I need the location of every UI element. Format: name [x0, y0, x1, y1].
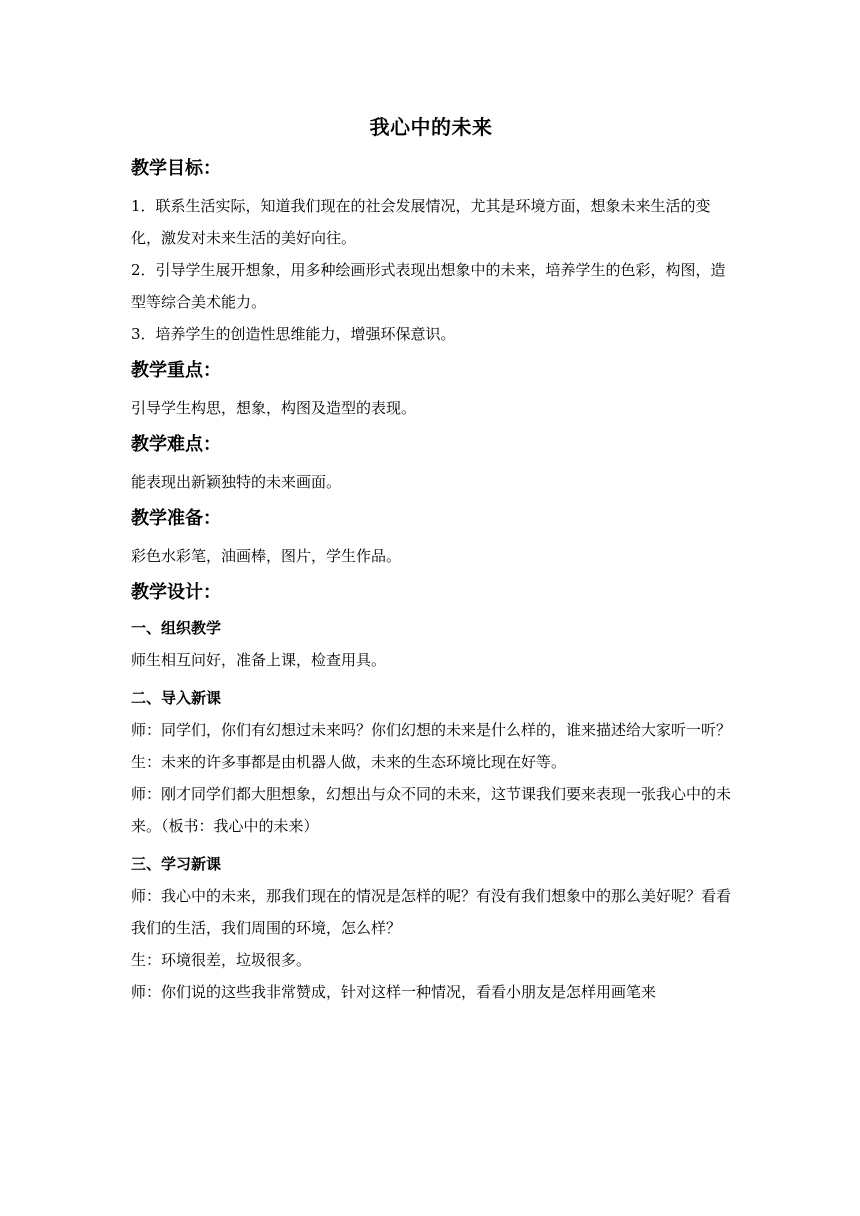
document-content: [131, 112, 731, 1008]
design-part1-heading: 一、组织教学: [131, 619, 222, 637]
difficulties-heading: 教学难点：: [131, 434, 221, 455]
design-part3-line: 生：环境很差，垃圾很多。: [131, 951, 312, 969]
objectives-heading: 教学目标：: [131, 158, 221, 179]
preparation-text: 彩色水彩笔，油画棒，图片，学生作品。: [131, 547, 402, 565]
preparation-heading: 教学准备：: [131, 508, 221, 529]
objective-item-3: 3．培养学生的创造性思维能力，增强环保意识。: [131, 325, 456, 343]
design-part2-line: 师：同学们，你们有幻想过未来吗？你们幻想的未来是什么样的，谁来描述给大家听一听？: [131, 721, 732, 739]
objective-item-2: 2．引导学生展开想象，用多种绘画形式表现出想象中的未来，培养学生的色彩，构图，造型等综合美术能力。: [131, 261, 726, 311]
key-points-heading: 教学重点：: [131, 360, 221, 381]
design-part2-line: 师：刚才同学们都大胆想象，幻想出与众不同的未来，这节课我们要来表现一张我心中的未来。（板书：我心中的未来）: [131, 785, 732, 835]
objective-item-1: 1．联系生活实际，知道我们现在的社会发展情况，尤其是环境方面，想象未来生活的变化，激发对未来生活的美好向往。: [131, 197, 711, 247]
design-part3-line: 师：你们说的这些我非常赞成，针对这样一种情况，看看小朋友是怎样用画笔来: [131, 983, 657, 1001]
document-title: 我心中的未来: [369, 115, 493, 139]
difficulties-text: 能表现出新颖独特的未来画面。: [131, 473, 342, 491]
design-part2-heading: 二、导入新课: [131, 689, 222, 707]
design-part1-line: 师生相互问好，准备上课，检查用具。: [131, 651, 387, 669]
design-part2-line: 生：未来的许多事都是由机器人做，未来的生态环境比现在好等。: [131, 753, 567, 771]
design-part3-heading: 三、学习新课: [131, 855, 222, 873]
design-heading: 教学设计：: [131, 582, 221, 603]
key-points-text: 引导学生构思，想象，构图及造型的表现。: [131, 399, 417, 417]
design-part3-line: 师：我心中的未来，那我们现在的情况是怎样的呢？有没有我们想象中的那么美好呢？看看我们的生活，我们周围的环境，怎么样？: [131, 887, 732, 937]
